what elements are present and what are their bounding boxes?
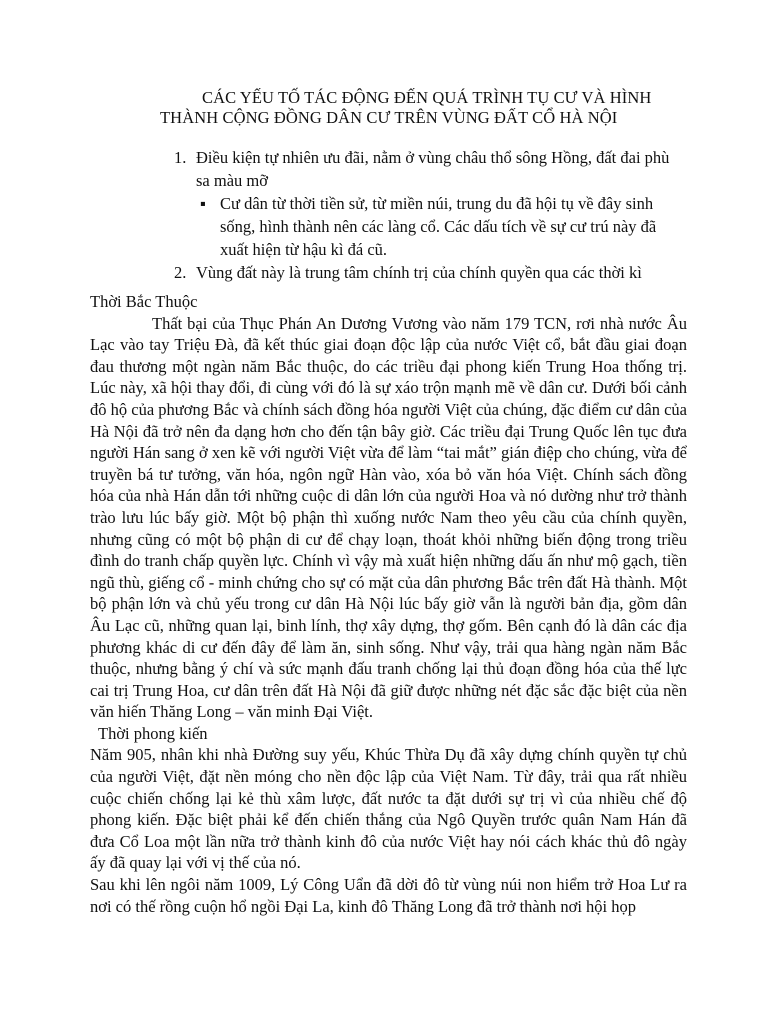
square-bullet-icon: ▪ bbox=[200, 194, 206, 213]
sub-list-item-text: Cư dân từ thời tiền sử, từ miền núi, trung du đã hội tụ về đây sinh sống, hình thành nên các làng cổ. Các dấu tích về sự cư trú này đã xuất hiện từ hậu kì đá cũ. bbox=[220, 194, 657, 259]
list-number: 2. bbox=[174, 263, 187, 282]
sub-list bbox=[196, 192, 680, 261]
sub-list-item bbox=[196, 192, 680, 261]
document-title bbox=[160, 88, 690, 128]
document-body bbox=[90, 291, 687, 917]
paragraph-bac-thuoc: Thất bại của Thục Phán An Dương Vương vào năm 179 TCN, rơi nhà nước Âu Lạc vào tay Triệu Đà, đã kết thúc giai đoạn độc lập của nước Việt cổ, bắt đầu giai đoạn đau thương một ngàn năm Bắc thuộc, do các triều đại phong kiến Trung Hoa thống trị. Lúc này, xã hội thay đổi, đi cùng với đó là sự xáo trộn mạnh mẽ về dân cư. Dưới bối cảnh đô hộ của phương Bắc và chính sách đồng hóa người Việt của chúng, đặc điểm cư dân của Hà Nội đã trở nên đa dạng hơn cho đến tận bây giờ. Các triều đại Trung Quốc lên tục đưa người Hán sang ở xen kẽ với người Việt vừa để làm “tai mắt” gián điệp cho chúng, vừa để truyền bá tư tưởng, văn hóa, ngôn ngữ Hàn vào, xóa bỏ văn hóa Việt. Chính sách đồng hóa của nhà Hán dẫn tới những cuộc di dân lớn của người Hoa và nó dường như trở thành trào lưu lúc bấy giờ. Một bộ phận thì xuống nước Nam theo yêu cầu của chính quyền, nhưng cũng có một bộ phận di cư để chạy loạn, thoát khỏi những biến động trong triều đình do tranh chấp quyền lực. Chính vì vậy mà xuất hiện những dấu ấn như mộ gạch, tiền ngũ thù, giếng cổ - minh chứng cho sự có mặt của dân phương Bắc trên đất Hà thành. Một bộ phận lớn và chủ yếu trong cư dân Hà Nội lúc bấy giờ vẫn là người bản địa, gồm dân Âu Lạc cũ, những quan lại, binh lính, thợ xây dựng, thợ gốm. Bên cạnh đó là dân các địa phương khác di cư đến đây để làm ăn, sinh sống. Như vậy, trải qua hàng ngàn năm Bắc thuộc, nhưng bằng ý chí và sức mạnh đấu tranh chống lại thủ đoạn đồng hóa của thế lực cai trị Trung Hoa, cư dân trên đất Hà Nội đã giữ được những nét đặc sắc đặc biệt của nền văn hiến Thăng Long – văn minh Đại Việt. bbox=[90, 313, 687, 722]
list-item-text: Vùng đất này là trung tâm chính trị của chính quyền qua các thời kì bbox=[196, 263, 642, 282]
section-heading-bac-thuoc: Thời Bắc Thuộc bbox=[90, 292, 198, 311]
numbered-list bbox=[160, 146, 680, 284]
list-item-2 bbox=[160, 261, 680, 284]
list-item-1 bbox=[160, 146, 680, 261]
title-line-1: CÁC YẾU TỐ TÁC ĐỘNG ĐẾN QUÁ TRÌNH TỤ CƯ VÀ HÌNH bbox=[202, 88, 652, 107]
section-heading-phong-kien: Thời phong kiến bbox=[98, 723, 208, 743]
paragraph-phong-kien-1: Năm 905, nhân khi nhà Đường suy yếu, Khúc Thừa Dụ đã xây dựng chính quyền tự chủ của người Việt, đặt nền móng cho nền độc lập của Việt Nam. Từ đây, trải qua rất nhiều cuộc chiến chống lại kẻ thù xâm lược, đất nước ta đặt dưới sự trị vì của nhiều chế độ phong kiến. Đặc biệt phải kể đến chiến thắng của Ngô Quyền trước quân Nam Hán đã đưa Cổ Loa một lần nữa trở thành kinh đô của nước Việt hay nói cách khác thủ đô ngày ấy đã quay lại với vị thế của nó. bbox=[90, 745, 687, 873]
list-number: 1. bbox=[174, 148, 187, 167]
title-line-2: THÀNH CỘNG ĐỒNG DÂN CƯ TRÊN VÙNG ĐẤT CỔ HÀ NỘI bbox=[160, 108, 618, 127]
list-item-text: Điều kiện tự nhiên ưu đãi, nằm ở vùng châu thổ sông Hồng, đất đai phù sa màu mỡ bbox=[196, 148, 670, 190]
paragraph-phong-kien-2: Sau khi lên ngôi năm 1009, Lý Công Uẩn đã dời đô từ vùng núi non hiểm trở Hoa Lư ra nơi có thế rồng cuộn hổ ngồi Đại La, kinh đô Thăng Long đã trở thành nơi hội họp bbox=[90, 875, 687, 916]
